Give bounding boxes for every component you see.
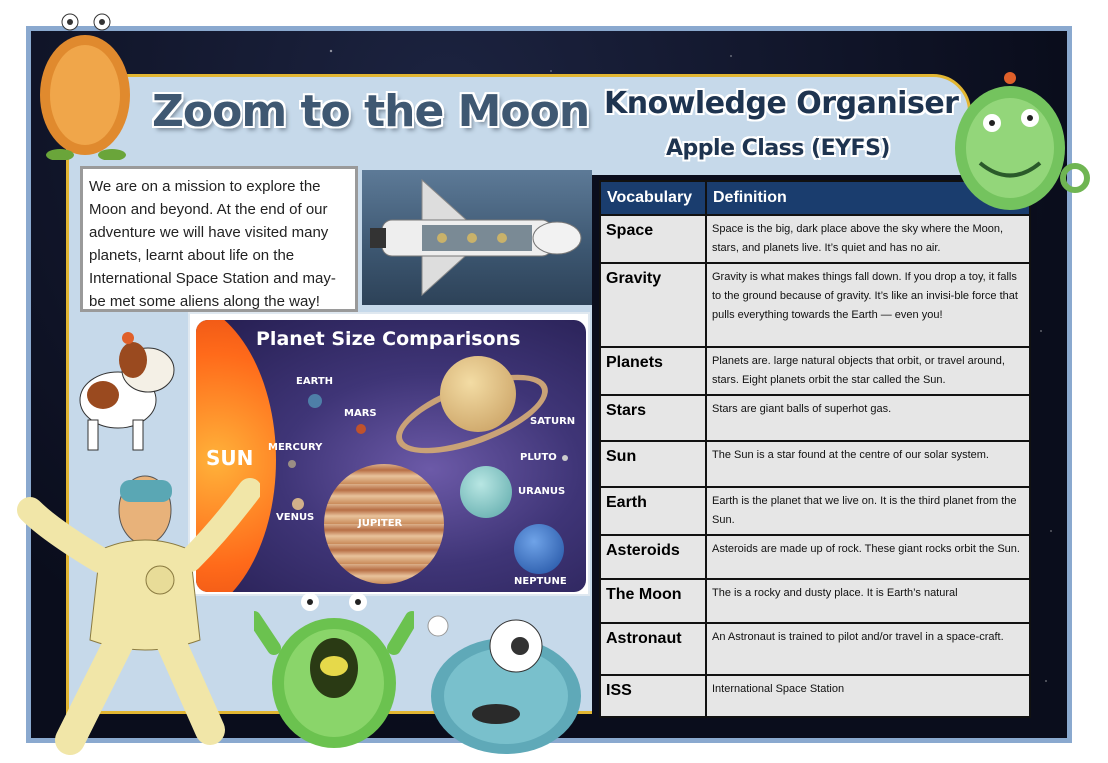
table-row	[600, 675, 1030, 717]
term-cell: Earth	[600, 487, 706, 535]
saturn-shape	[440, 356, 516, 432]
shuttle-illustration	[362, 170, 592, 305]
term-cell: Asteroids	[600, 535, 706, 579]
venus-shape	[292, 498, 304, 510]
term-cell: The Moon	[600, 579, 706, 623]
definition-cell: Asteroids are made up of rock. These giant rocks orbit the Sun.	[706, 535, 1030, 579]
definition-cell: An Astronaut is trained to pilot and/or travel in a space-craft.	[706, 623, 1030, 675]
definition-cell: The is a rocky and dusty place. It is Earth’s natural	[706, 579, 1030, 623]
term-cell: Gravity	[600, 263, 706, 347]
header-vocabulary: Vocabulary	[600, 181, 706, 215]
class-title: Apple Class (EYFS)	[666, 136, 890, 161]
label-neptune: NEPTUNE	[514, 576, 567, 587]
definition-cell: Stars are giant balls of superhot gas.	[706, 395, 1030, 441]
definition-cell: The Sun is a star found at the centre of our solar system.	[706, 441, 1030, 487]
space-shuttle-image	[362, 170, 592, 305]
label-earth: EARTH	[296, 376, 334, 387]
term-cell: Space	[600, 215, 706, 263]
intro-text: We are on a mission to explore the Moon and beyond. At the end of our adventure we will have visited many planets, learnt about life on the International Space Station and may-be met some aliens along the way!	[89, 178, 336, 310]
table-row	[600, 263, 1030, 347]
definition-cell: Space is the big, dark place above the sky where the Moon, stars, and planets live. It’s quiet and has no air.	[706, 215, 1030, 263]
label-pluto: PLUTO	[520, 452, 557, 463]
label-jupiter: JUPITER	[358, 518, 403, 529]
blue-monster-illustration	[416, 606, 591, 756]
definition-cell: Planets are. large natural objects that orbit, or travel around, stars. Eight planets orbit the star called the Sun.	[706, 347, 1030, 395]
uranus-shape	[460, 466, 512, 518]
pluto-shape	[562, 455, 568, 461]
label-sun: SUN	[206, 446, 254, 470]
green-monster-top-right-illustration	[950, 68, 1100, 218]
table-row	[600, 347, 1030, 395]
definition-cell: Earth is the planet that we live on. It is the third planet from the Sun.	[706, 487, 1030, 535]
definition-cell: Gravity is what makes things fall down. If you drop a toy, it falls to the ground because of gravity. It’s like an invisi-ble force that pulls everything towards the Earth — even you!	[706, 263, 1030, 347]
table-row	[600, 487, 1030, 535]
poster-title: Planet Size Comparisons	[256, 328, 521, 350]
table-row	[600, 579, 1030, 623]
astronaut-illustration	[10, 470, 260, 760]
table-row	[600, 623, 1030, 675]
label-mercury: MERCURY	[268, 442, 323, 453]
neptune-shape	[514, 524, 564, 574]
term-cell: Planets	[600, 347, 706, 395]
vocabulary-table	[599, 180, 1031, 718]
intro-box	[80, 166, 358, 312]
table-row	[600, 215, 1030, 263]
green-monster-bottom-illustration	[254, 588, 414, 758]
table-row	[600, 395, 1030, 441]
term-cell: Sun	[600, 441, 706, 487]
page-title: Zoom to the Moon	[152, 86, 590, 137]
term-cell: Stars	[600, 395, 706, 441]
label-mars: MARS	[344, 408, 377, 419]
label-uranus: URANUS	[518, 486, 566, 497]
orange-monster-illustration	[30, 10, 140, 160]
label-saturn: SATURN	[530, 416, 576, 427]
term-cell: ISS	[600, 675, 706, 717]
organiser-title: Knowledge Organiser	[604, 86, 959, 121]
space-dog-illustration	[58, 330, 188, 460]
header-definition: Definition	[706, 181, 1030, 215]
mars-shape	[356, 424, 366, 434]
label-venus: VENUS	[276, 512, 315, 523]
table-row	[600, 535, 1030, 579]
table-row	[600, 441, 1030, 487]
definition-cell: International Space Station	[706, 675, 1030, 717]
term-cell: Astronaut	[600, 623, 706, 675]
mercury-shape	[288, 460, 296, 468]
earth-shape	[308, 394, 322, 408]
